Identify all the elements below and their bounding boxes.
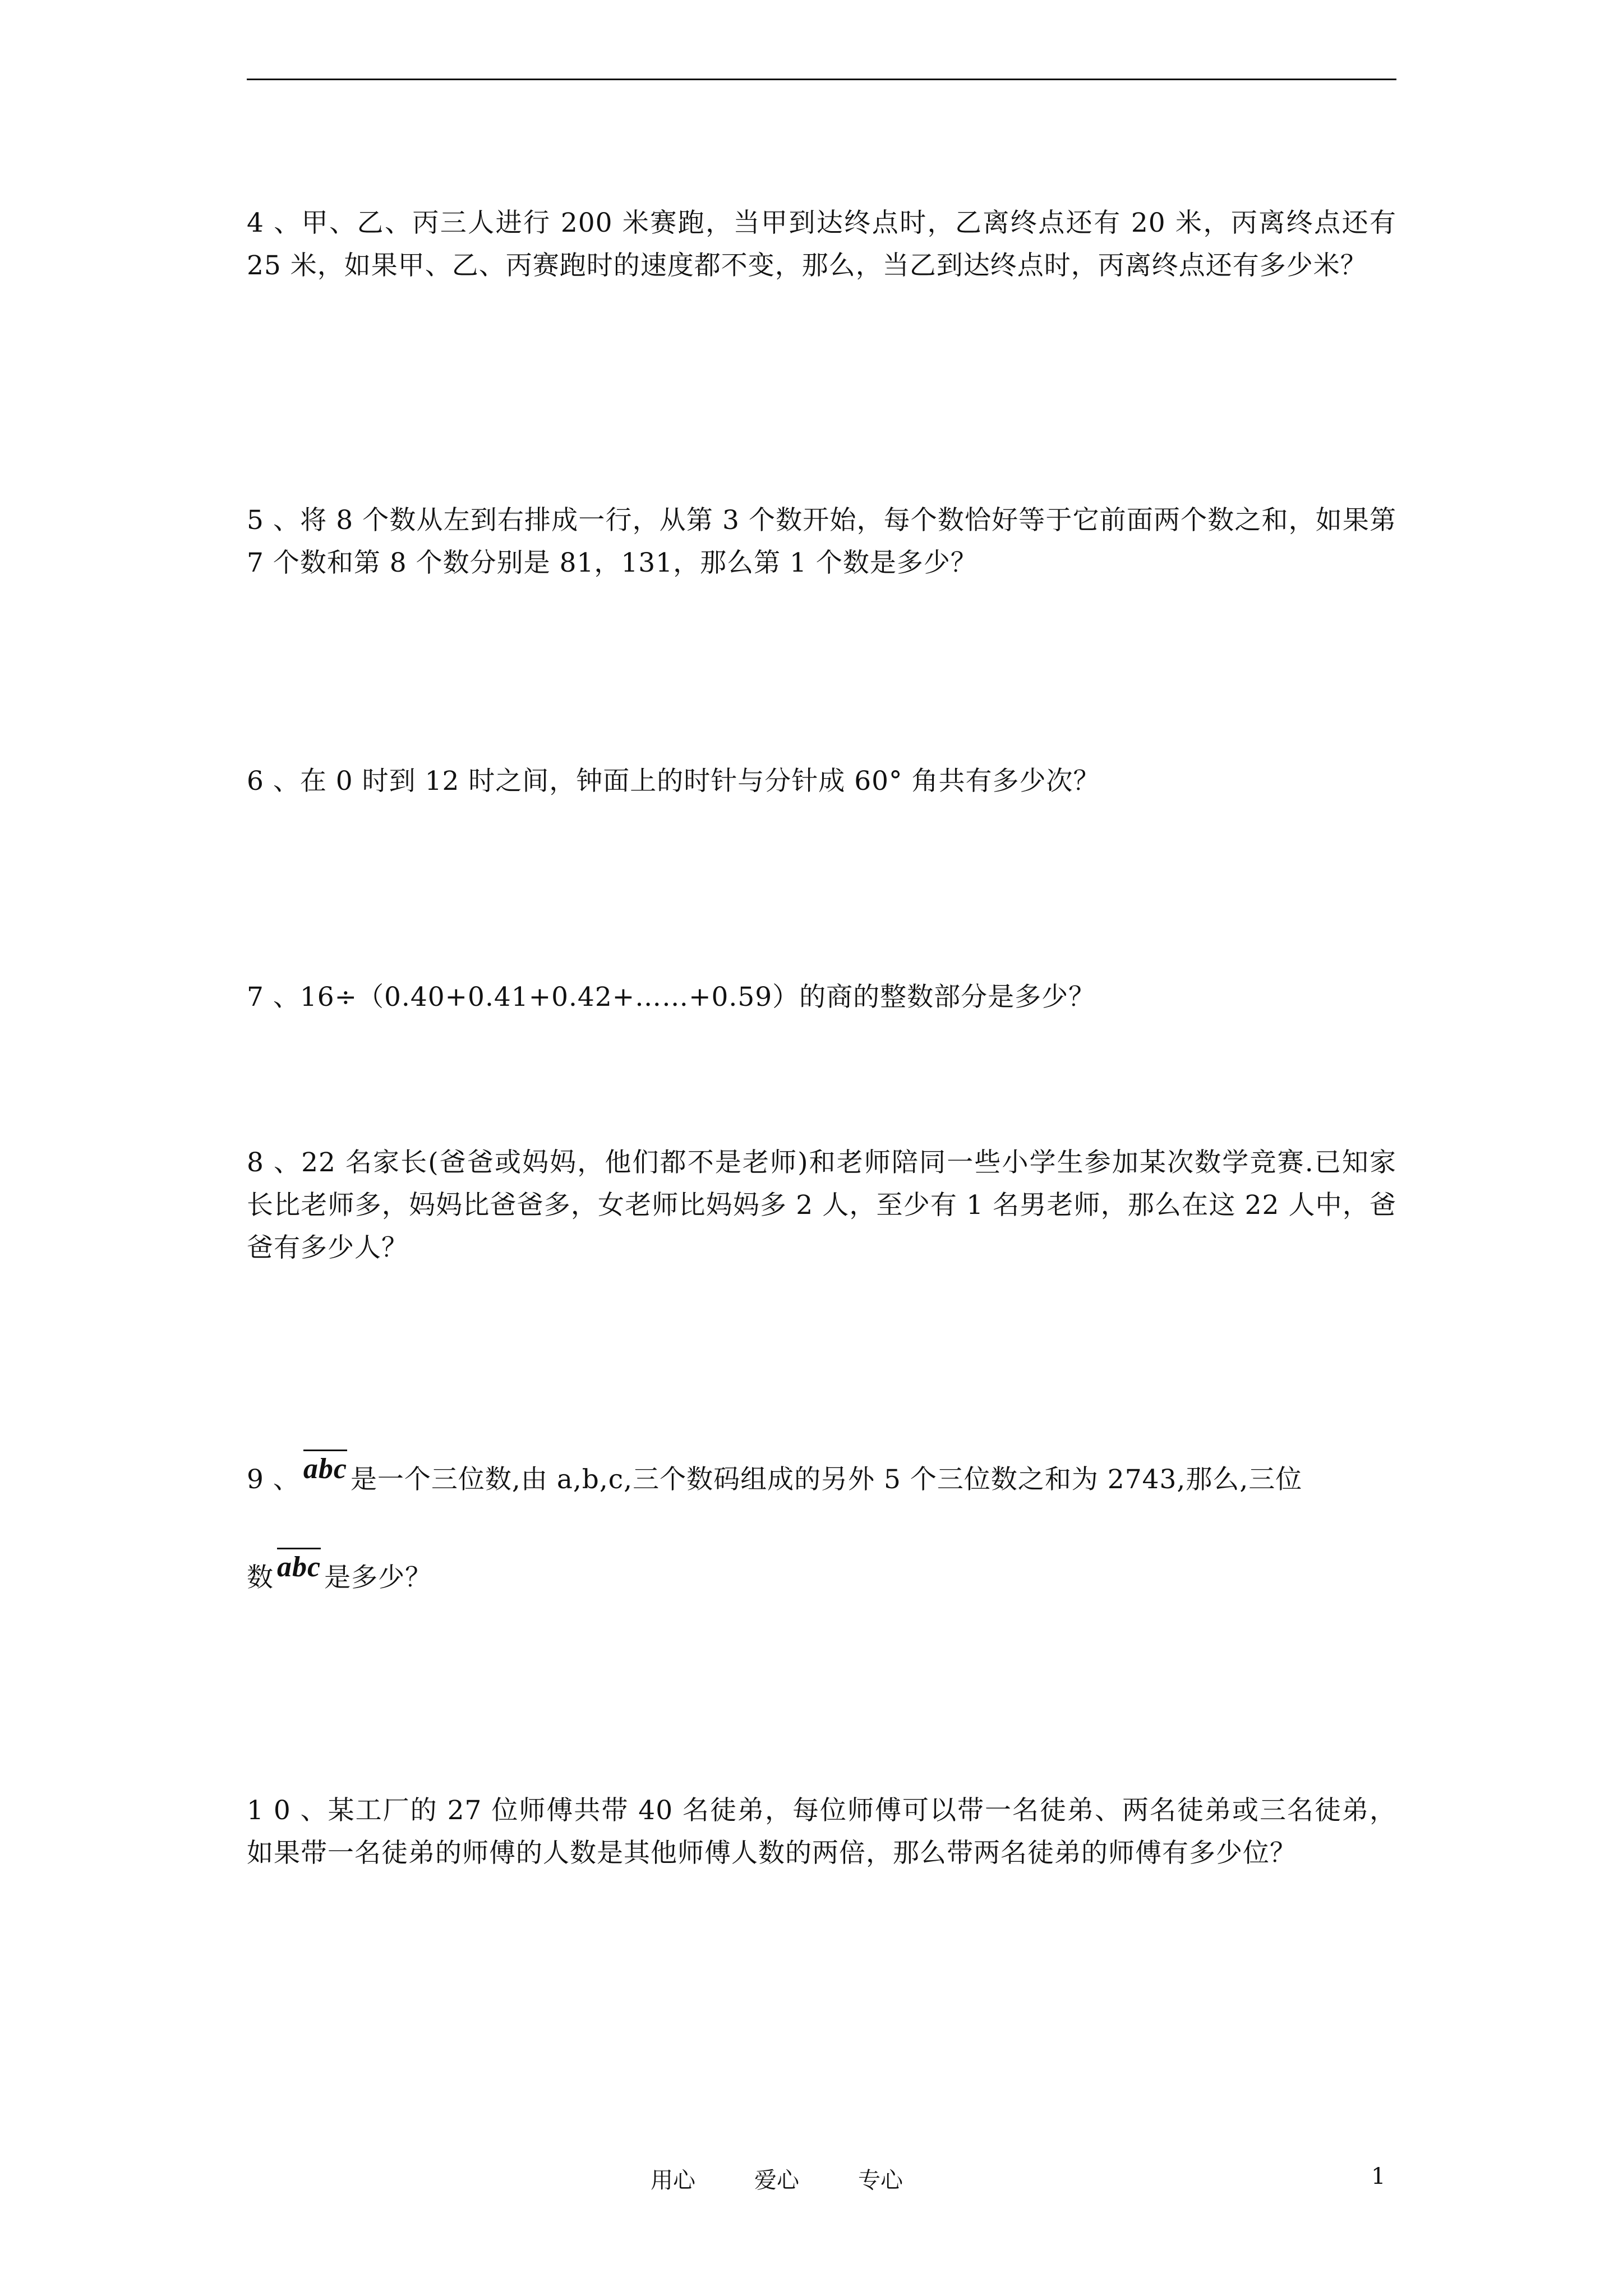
question-8: 8 、22 名家长(爸爸或妈妈，他们都不是老师)和老师陪同一些小学生参加某次数学竞赛.已知家长比老师多，妈妈比爸爸多，女老师比妈妈多 2 人，至少有 1 名男老师，那么在这 22 人中，爸爸有多少人？ <box>247 1147 1396 1263</box>
question-9-number: 9 、 <box>247 1464 300 1495</box>
question-9-line-2 <box>247 1551 1396 1599</box>
question-4: 4 、甲、乙、丙三人进行 200 米赛跑，当甲到达终点时，乙离终点还有 20 米，丙离终点还有 25 米，如果甲、乙、丙赛跑时的速度都不变，那么，当乙到达终点时，丙离终点还有多少米？ <box>247 208 1396 281</box>
question-9-text: 是一个三位数,由 a,b,c,三个数码组成的另外 5 个三位数之和为 2743,那么,三位 <box>350 1464 1303 1495</box>
question-10: 1 0 、某工厂的 27 位师傅共带 40 名徒弟，每位师傅可以带一名徒弟、两名徒弟或三名徒弟，如果带一名徒弟的师傅的人数是其他师傅人数的两倍，那么带两名徒弟的师傅有多少位？ <box>247 1795 1396 1869</box>
footer-motto <box>651 2162 962 2194</box>
footer-motto-item: 专心 <box>858 2168 903 2193</box>
question-9-prefix: 数 <box>247 1562 274 1593</box>
header-rule <box>247 79 1396 80</box>
overline-abc: abc <box>303 1450 347 1484</box>
footer-motto-item: 爱心 <box>754 2168 799 2193</box>
question-9-line-1 <box>247 1453 1396 1501</box>
question-6: 6 、在 0 时到 12 时之间，钟面上的时针与分针成 60° 角共有多少次？ <box>247 766 1100 797</box>
question-5: 5 、将 8 个数从左到右排成一行，从第 3 个数开始，每个数恰好等于它前面两个数之和，如果第 7 个数和第 8 个数分别是 81，131，那么第 1 个数是多少？ <box>247 505 1396 578</box>
overline-abc-2: abc <box>277 1548 321 1582</box>
question-9-ending: 是多少？ <box>324 1562 432 1593</box>
question-7: 7 、16÷（0.40+0.41+0.42+……+0.59）的商的整数部分是多少？ <box>247 982 1096 1013</box>
page-number: 1 <box>1371 2164 1386 2189</box>
footer-motto-item: 用心 <box>651 2168 695 2193</box>
